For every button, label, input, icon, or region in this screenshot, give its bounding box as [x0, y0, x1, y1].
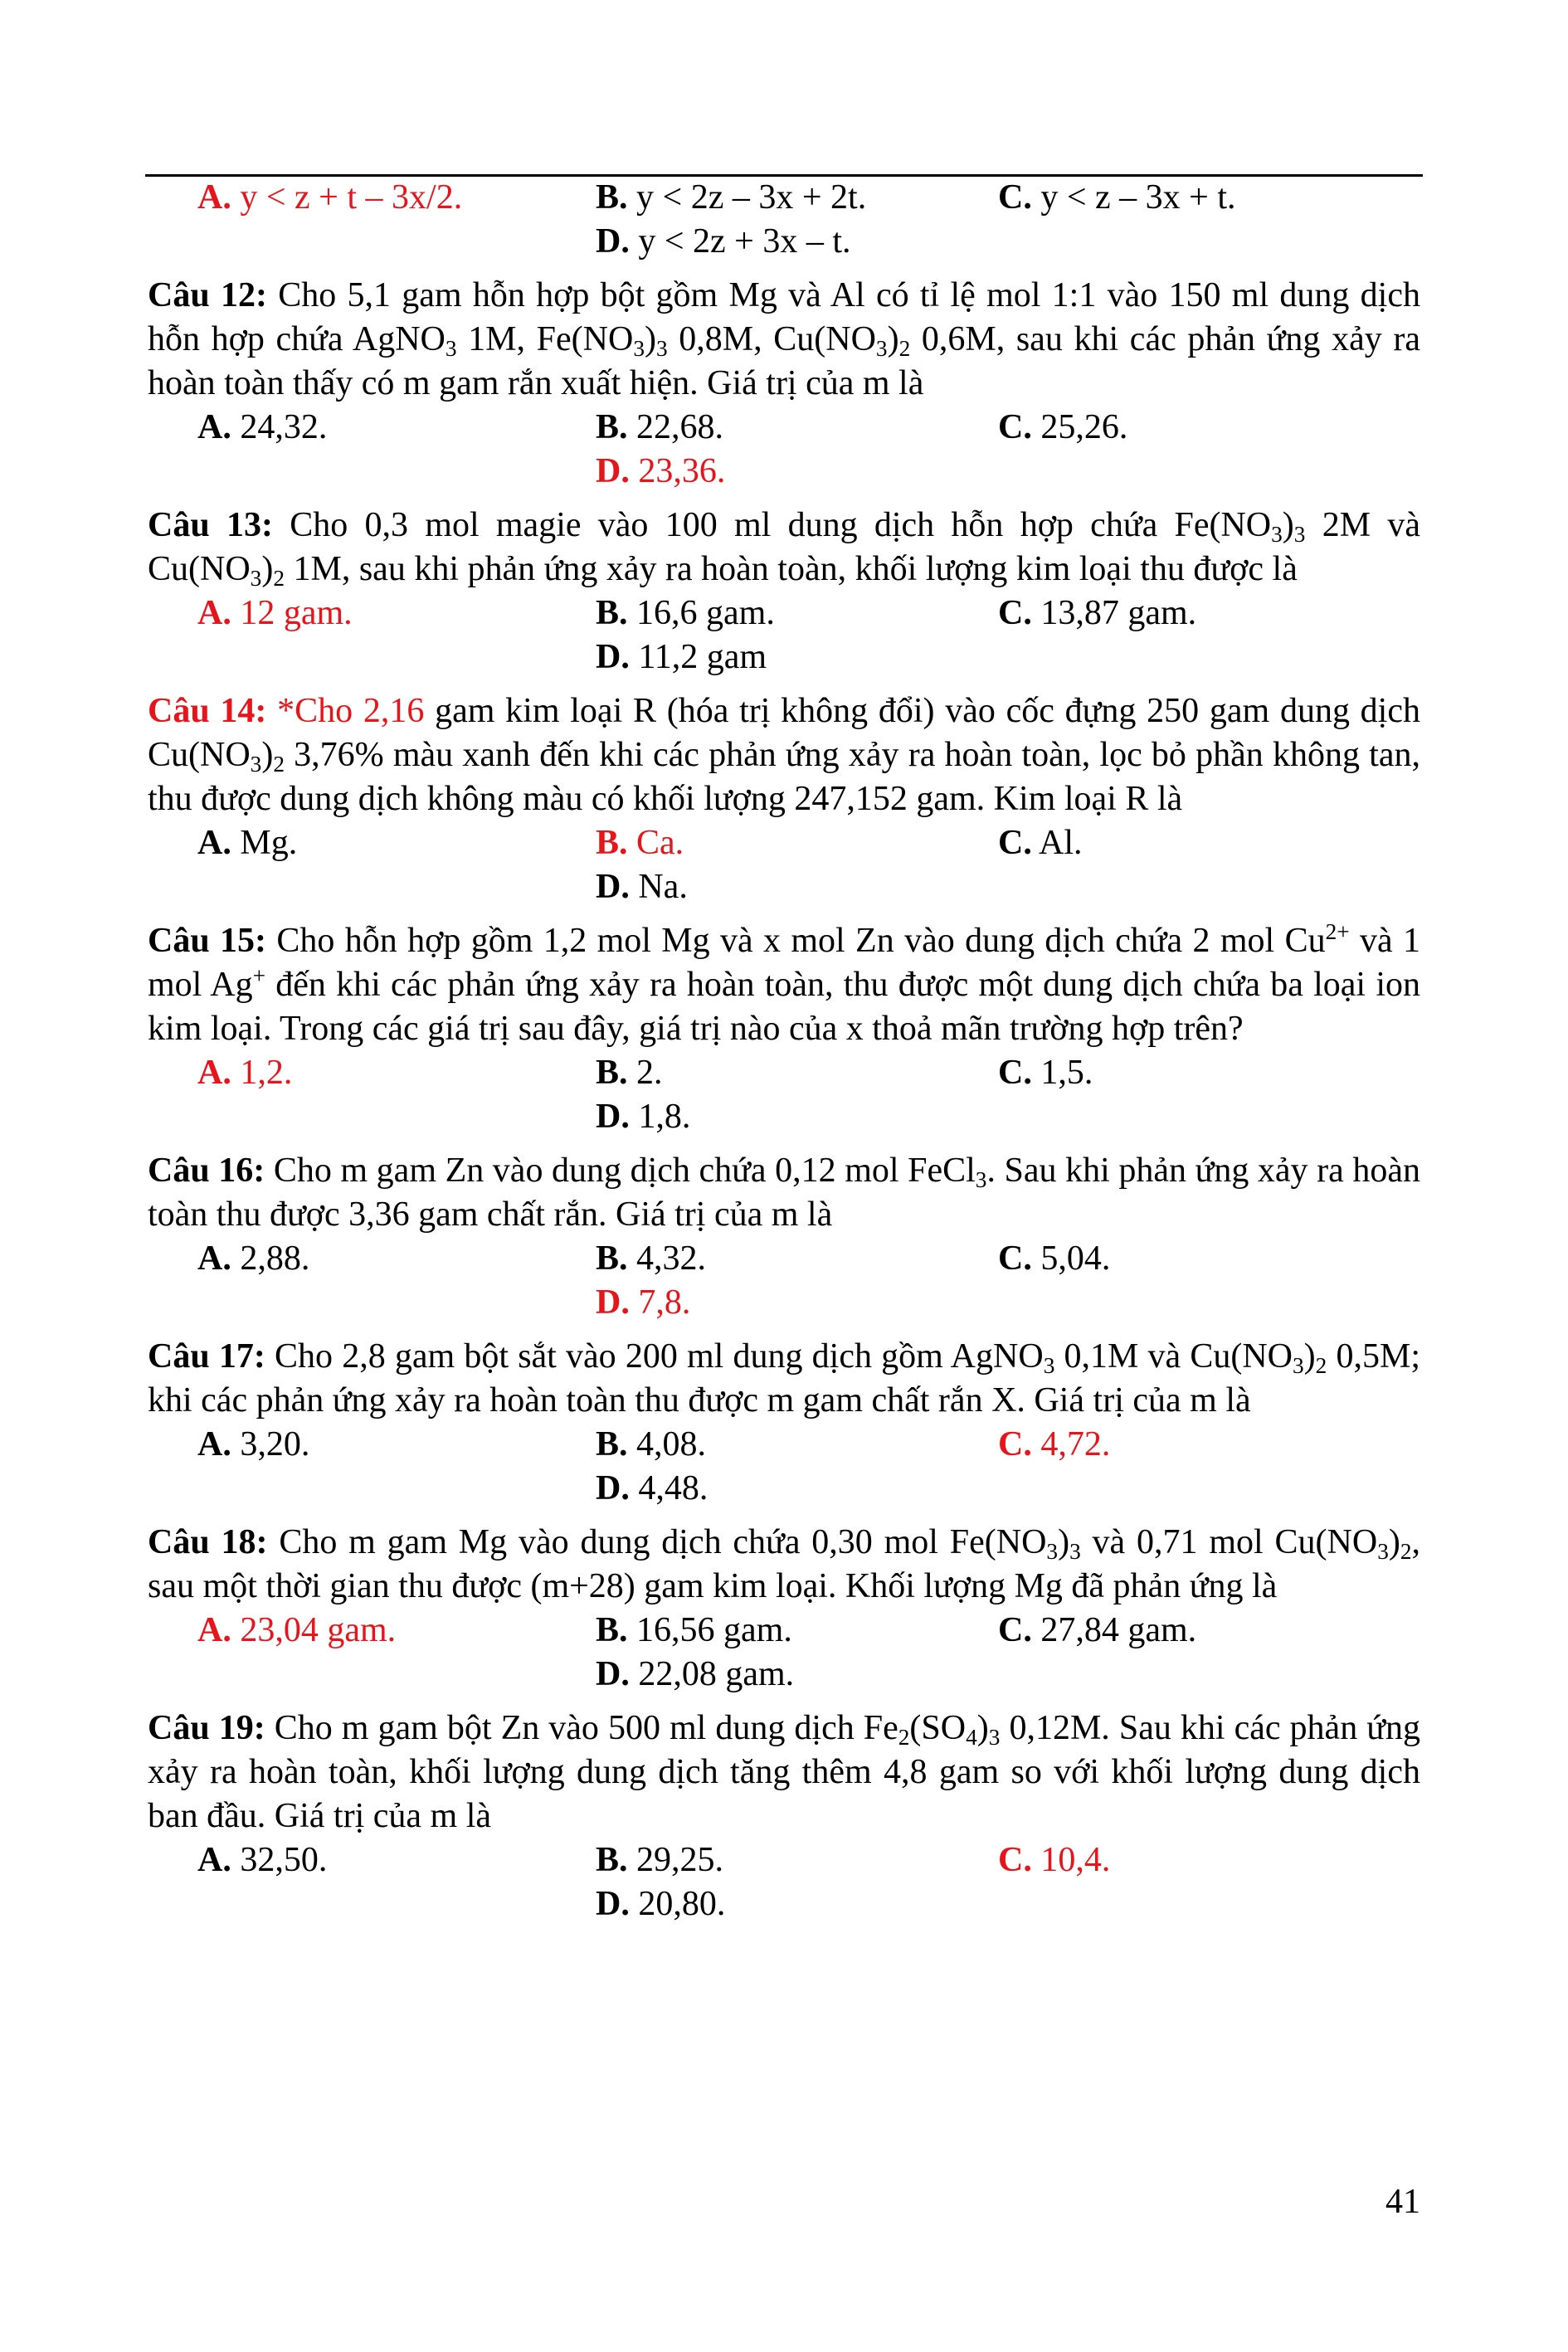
options	[148, 1423, 1420, 1511]
option-c: C. 1,5.	[998, 1054, 1093, 1092]
option-a: A. 1,2.	[197, 1054, 293, 1092]
option-d: D. 22,08 gam.	[596, 1655, 795, 1693]
option-d: D. 1,8.	[596, 1098, 691, 1136]
options	[148, 592, 1420, 679]
question-text: Câu 13: Cho 0,3 mol magie vào 100 ml dung dịch hỗn hợp chứa $Fe(NO_3)_3$ 2M và $Cu(NO_3)_2$ 1M, sau khi phản ứng xảy ra hoàn toàn, khối lượng kim loại thu được là	[148, 506, 1420, 591]
options	[148, 1051, 1420, 1139]
question-text: Câu 15: Cho hỗn hợp gồm 1,2 mol Mg và x mol Zn vào dung dịch chứa 2 mol $Cu^{2+}$ và 1 mol Ag+ đến khi các phản ứng xảy ra hoàn toàn, thu được một dung dịch chứa ba loại ion kim loại. Trong các giá trị sau đây, giá trị nào của x thoả mãn trường hợp trên?	[148, 919, 1420, 1048]
question-14	[148, 689, 1420, 909]
question-17	[148, 1335, 1420, 1511]
option-c: C. 10,4.	[998, 1841, 1111, 1879]
option-b: B. y < 2z – 3x + 2t.	[596, 178, 867, 217]
options	[148, 1609, 1420, 1697]
option-a: A. 2,88.	[197, 1239, 310, 1278]
option-a: A. y < z + t – 3x/2.	[197, 178, 463, 217]
question-list	[148, 176, 1420, 1926]
question-text: Câu 16: Cho m gam Zn vào dung dịch chứa 0,12 mol FeCl$_3$. Sau khi phản ứng xảy ra hoàn toàn thu được 3,36 gam chất rắn. Giá trị của m là	[148, 1152, 1420, 1234]
option-d: D. y < 2z + 3x – t.	[596, 222, 851, 261]
option-c: C. 5,04.	[998, 1239, 1111, 1278]
question-text: Câu 19: Cho m gam bột Zn vào 500 ml dung dịch $Fe_2(SO_4)_3$ 0,12M. Sau khi các phản ứng xảy ra hoàn toàn, khối lượng dung dịch tăng thêm 4,8 gam so với khối lượng dung dịch ban đầu. Giá trị của m là	[148, 1709, 1420, 1835]
option-a: A. 12 gam.	[197, 594, 353, 632]
option-a: A. 24,32.	[197, 408, 328, 446]
question-12	[148, 274, 1420, 494]
question-18	[148, 1521, 1420, 1697]
options	[148, 821, 1420, 909]
question-15	[148, 919, 1420, 1139]
prev-question-options	[148, 176, 1420, 264]
options	[148, 1237, 1420, 1325]
question-16	[148, 1149, 1420, 1325]
question-19	[148, 1707, 1420, 1926]
question-text: Câu 14: *Cho 2,16 gam kim loại R (hóa trị không đổi) vào cốc đựng 250 gam dung dịch $Cu(NO_3)_2$ 3,76% màu xanh đến khi các phản ứng xảy ra hoàn toàn, lọc bỏ phần không tan, thu được dung dịch không màu có khối lượng 247,152 gam. Kim loại R là	[148, 692, 1420, 818]
option-a: A. 3,20.	[197, 1425, 310, 1463]
option-b: B. 22,68.	[596, 408, 724, 446]
option-c: C. 13,87 gam.	[998, 594, 1197, 632]
option-a: A. Mg.	[197, 824, 298, 862]
option-b: B. 2.	[596, 1054, 663, 1092]
option-b: B. 16,56 gam.	[596, 1611, 792, 1649]
option-c: C. 25,26.	[998, 408, 1128, 446]
option-c: C. 4,72.	[998, 1425, 1111, 1463]
options	[148, 1838, 1420, 1926]
option-a: A. 32,50.	[197, 1841, 328, 1879]
option-b: B. 4,32.	[596, 1239, 707, 1278]
option-d: D. 7,8.	[596, 1283, 691, 1322]
option-d: D. 11,2 gam	[596, 638, 767, 676]
option-b: B. Ca.	[596, 824, 684, 862]
question-text: Câu 18: Cho m gam Mg vào dung dịch chứa 0,30 mol $Fe(NO_3)_3$ và 0,71 mol $Cu(NO_3)_2$, sau một thời gian thu được (m+28) gam kim loại. Khối lượng Mg đã phản ứng là	[148, 1523, 1420, 1605]
option-d: D. 4,48.	[596, 1469, 709, 1507]
page-number: 41	[1385, 2183, 1420, 2221]
option-a: A. 23,04 gam.	[197, 1611, 397, 1649]
question-text: Câu 12: Cho 5,1 gam hỗn hợp bột gồm Mg và Al có tỉ lệ mol 1:1 vào 150 ml dung dịch hỗn hợp chứa AgNO$_3$ 1M, $Fe(NO_3)_3$ 0,8M, $Cu(NO_3)_2$ 0,6M, sau khi các phản ứng xảy ra hoàn toàn thấy có m gam rắn xuất hiện. Giá trị của m là	[148, 276, 1420, 402]
option-c: C. 27,84 gam.	[998, 1611, 1197, 1649]
option-b: B. 4,08.	[596, 1425, 707, 1463]
question-text: Câu 17: Cho 2,8 gam bột sắt vào 200 ml dung dịch gồm AgNO$_3$ 0,1M và $Cu(NO_3)_2$ 0,5M; khi các phản ứng xảy ra hoàn toàn thu được m gam chất rắn X. Giá trị của m là	[148, 1337, 1420, 1419]
question-13	[148, 504, 1420, 679]
options	[148, 406, 1420, 494]
option-c: C. y < z – 3x + t.	[998, 178, 1236, 217]
option-b: B. 16,6 gam.	[596, 594, 775, 632]
option-d: D. Na.	[596, 868, 688, 906]
option-d: D. 20,80.	[596, 1885, 726, 1923]
option-d: D. 23,36.	[596, 452, 726, 490]
option-c: C. Al.	[998, 824, 1083, 862]
option-b: B. 29,25.	[596, 1841, 724, 1879]
